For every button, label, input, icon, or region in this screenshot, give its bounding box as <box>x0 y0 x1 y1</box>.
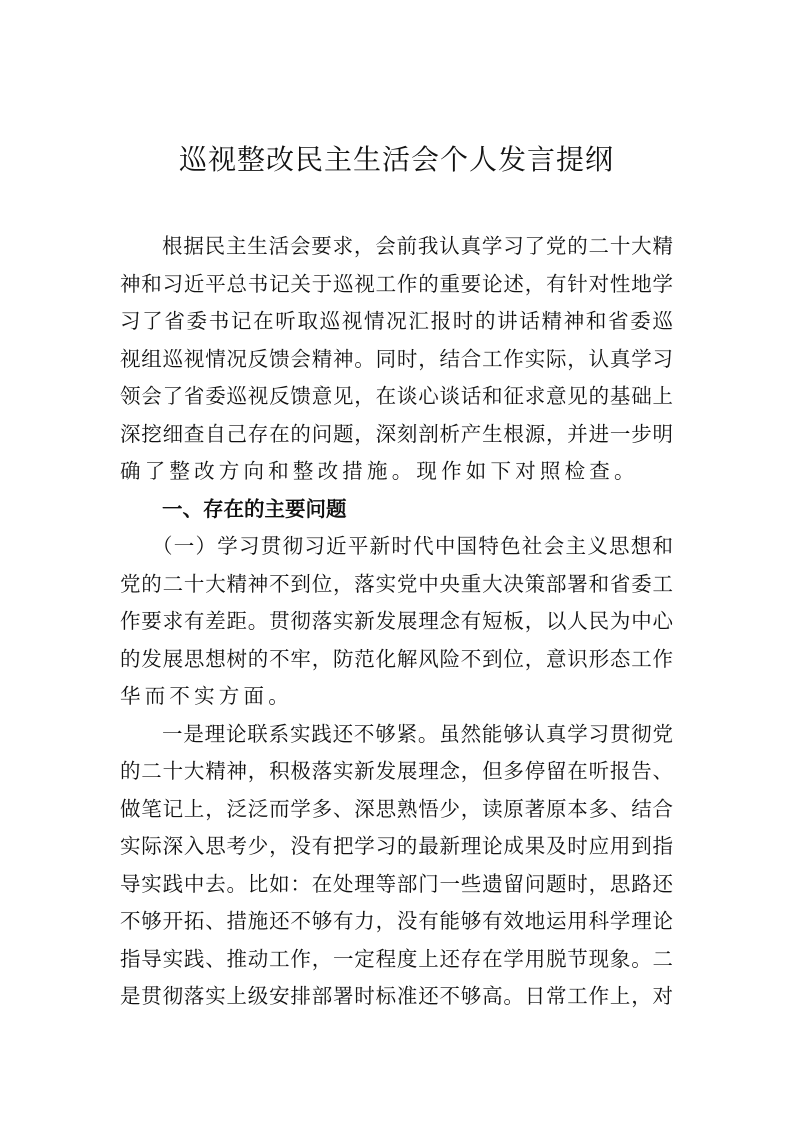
paragraph-line: 习了省委书记在听取巡视情况汇报时的讲话精神和省委巡 <box>120 309 673 333</box>
paragraph-line: 做笔记上，泛泛而学多、深思熟悟少，读原著原本多、结合 <box>120 796 673 821</box>
paragraph-line: 的二十大精神，积极落实新发展理念，但多停留在听报告、 <box>120 759 673 783</box>
paragraph-line: 导实践中去。比如：在处理等部门一些遗留问题时，思路还 <box>120 871 673 896</box>
paragraph-line: 是贯彻落实上级安排部署时标准还不够高。日常工作上，对 <box>120 984 673 1008</box>
section-heading: 一、存在的主要问题 <box>162 496 347 521</box>
paragraph-line: 确了整改方向和整改措施。现作如下对照检查。 <box>120 459 639 483</box>
paragraph-line: 作要求有差距。贯彻落实新发展理念有短板，以人民为中心 <box>120 609 673 633</box>
paragraph-line: 领会了省委巡视反馈意见，在谈心谈话和征求意见的基础上 <box>120 384 673 408</box>
paragraph-line: 深挖细查自己存在的问题，深刻剖析产生根源，并进一步明 <box>120 421 673 446</box>
paragraph-line: 指导实践、推动工作，一定程度上还存在学用脱节现象。二 <box>120 946 673 971</box>
document-body <box>120 228 673 1016</box>
paragraph-line: 实际深入思考少，没有把学习的最新理论成果及时应用到指 <box>120 834 673 858</box>
paragraph-line: 的发展思想树的不牢，防范化解风险不到位，意识形态工作 <box>120 646 673 671</box>
document-title: 巡视整改民主生活会个人发言提纲 <box>178 143 614 176</box>
paragraph-line: 根据民主生活会要求，会前我认真学习了党的二十大精 <box>162 234 673 258</box>
paragraph-line: （一）学习贯彻习近平新时代中国特色社会主义思想和 <box>152 534 673 558</box>
paragraph-line: 一是理论联系实践还不够紧。虽然能够认真学习贯彻党 <box>162 721 673 746</box>
paragraph-line: 视组巡视情况反馈会精神。同时，结合工作实际，认真学习 <box>120 346 673 371</box>
paragraph-line: 不够开拓、措施还不够有力，没有能够有效地运用科学理论 <box>120 909 673 933</box>
paragraph-line: 华而不实方面。 <box>120 684 293 708</box>
paragraph-line: 神和习近平总书记关于巡视工作的重要论述，有针对性地学 <box>120 271 673 296</box>
paragraph-line: 党的二十大精神不到位，落实党中央重大决策部署和省委工 <box>120 571 673 596</box>
